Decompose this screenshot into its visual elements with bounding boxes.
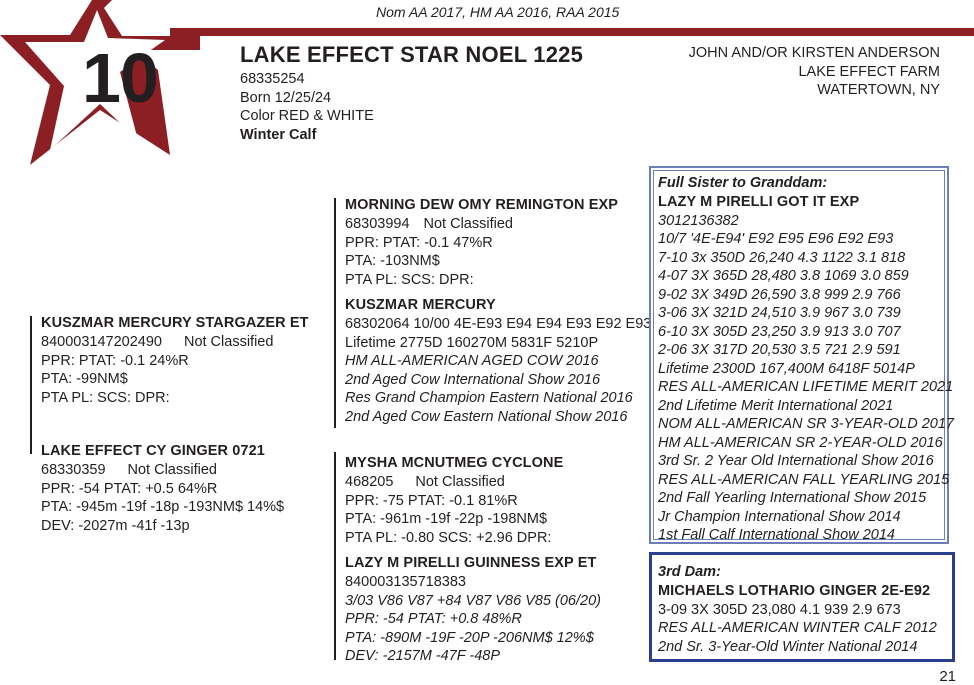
sire-dam-line4: 2nd Aged Cow International Show 2016 <box>345 371 601 388</box>
dam-sire-block <box>345 454 563 547</box>
third-dam-content <box>658 563 937 656</box>
dam-block <box>41 442 284 535</box>
dam-sire-pta: PTA: -961m -19f -22p -198NM$ <box>345 511 548 527</box>
full-sister-name: LAZY M PIRELLI GOT IT EXP <box>658 193 860 210</box>
dam-dam-line4: DEV: -2157M -47F -48P <box>345 648 501 664</box>
birth-date: Born 12/25/24 <box>240 89 332 106</box>
page-number: 21 <box>939 668 956 685</box>
sire-sire-block <box>345 196 618 289</box>
full-sister-line: Jr Champion International Show 2014 <box>658 508 901 525</box>
sire-reg-line <box>41 333 309 352</box>
sire-dam-line1: 68302064 10/00 4E-E93 E94 E94 E93 E92 E93 <box>345 316 652 332</box>
full-sister-line: 1st Fall Calf International Show 2014 <box>658 527 895 543</box>
full-sister-line: 6-10 3X 305D 23,250 3.9 913 3.0 707 <box>658 323 901 340</box>
owner-name: JOHN AND/OR KIRSTEN ANDERSON <box>688 45 940 61</box>
full-sister-line: 3012136382 <box>658 212 739 229</box>
lot-number: 10 <box>82 39 158 117</box>
dam-sire-name: MYSHA MCNUTMEG CYCLONE <box>345 455 564 471</box>
sire-sire-reg: 68303994 <box>345 216 410 232</box>
sire-pta: PTA: -99NM$ <box>41 371 128 387</box>
sire-sire-pta-pl: PTA PL: SCS: DPR: <box>345 271 474 288</box>
full-sister-line: 3rd Sr. 2 Year Old International Show 2016 <box>658 453 934 469</box>
third-dam-heading: 3rd Dam: <box>658 564 721 580</box>
full-sister-line: 2nd Lifetime Merit International 2021 <box>658 397 894 414</box>
color: Color RED & WHITE <box>240 108 374 124</box>
dam-dam-reg: 840003135718383 <box>345 574 466 590</box>
full-sister-heading: Full Sister to Granddam: <box>658 175 828 191</box>
owner-block <box>689 44 940 100</box>
sire-block <box>41 314 309 407</box>
full-sister-line: 10/7 '4E-E94' E92 E95 E96 E92 E93 <box>658 231 894 247</box>
sire-reg: 840003147202490 <box>41 334 162 350</box>
dam-sire-reg-line <box>345 473 563 492</box>
sire-dam-block <box>345 296 651 426</box>
full-sister-line: Lifetime 2300D 167,400M 6418F 5014P <box>658 360 915 377</box>
full-sister-line: RES ALL-AMERICAN LIFETIME MERIT 2021 <box>658 379 954 395</box>
full-sister-line: 2-06 3X 317D 20,530 3.5 721 2.9 591 <box>658 342 901 358</box>
sire-dam-line3: HM ALL-AMERICAN AGED COW 2016 <box>345 353 599 369</box>
third-dam-line1: 3-09 3X 305D 23,080 4.1 939 2.9 673 <box>658 601 901 618</box>
owner-farm: LAKE EFFECT FARM <box>798 63 940 80</box>
dam-sire-reg: 468205 <box>345 474 394 490</box>
full-sister-line: HM ALL-AMERICAN SR 2-YEAR-OLD 2016 <box>658 434 943 451</box>
dam-dam-line1: 3/03 V86 V87 +84 V87 V86 V85 (06/20) <box>345 592 601 609</box>
sire-sire-reg-line <box>345 215 618 234</box>
sire-dam-line6: 2nd Aged Cow Eastern National Show 2016 <box>345 408 628 425</box>
sire-name: KUSZMAR MERCURY STARGAZER ET <box>41 315 309 331</box>
sire-classification: Not Classified <box>183 334 274 350</box>
sire-dam-line5: Res Grand Champion Eastern National 2016 <box>345 390 633 406</box>
registration-number: 68335254 <box>240 71 305 87</box>
award-line: Nom AA 2017, HM AA 2016, RAA 2015 <box>376 4 620 20</box>
sire-pta-pl: PTA PL: SCS: DPR: <box>41 389 170 406</box>
dam-classification: Not Classified <box>127 462 217 478</box>
third-dam-name: MICHAELS LOTHARIO GINGER 2E-E92 <box>658 582 931 599</box>
pedigree-bar-sire-side <box>334 198 336 428</box>
class-label: Winter Calf <box>240 126 317 143</box>
dam-pta: PTA: -945m -19f -18p -193NM$ 14%$ <box>41 499 285 515</box>
animal-details <box>240 70 374 144</box>
sire-sire-classification: Not Classified <box>423 216 513 232</box>
dam-dam-name: LAZY M PIRELLI GUINNESS EXP ET <box>345 555 597 571</box>
full-sister-line: NOM ALL-AMERICAN SR 3-YEAR-OLD 2017 <box>658 416 954 432</box>
dam-sire-ppr: PPR: -75 PTAT: -0.1 81%R <box>345 492 518 509</box>
pedigree-bar-dam-side <box>334 452 336 660</box>
sire-sire-name: MORNING DEW OMY REMINGTON EXP <box>345 197 619 213</box>
third-dam-line2: RES ALL-AMERICAN WINTER CALF 2012 <box>658 620 937 636</box>
full-sister-line: 3-06 3X 321D 24,510 3.9 967 3.0 739 <box>658 305 901 321</box>
third-dam-line3: 2nd Sr. 3-Year-Old Winter National 2014 <box>658 638 918 655</box>
sire-sire-ppr: PPR: PTAT: -0.1 47%R <box>345 234 493 251</box>
sire-ppr: PPR: PTAT: -0.1 24%R <box>41 352 189 369</box>
full-sister-line: RES ALL-AMERICAN FALL YEARLING 2015 <box>658 471 950 488</box>
sire-dam-line2: Lifetime 2775D 160270M 5831F 5210P <box>345 334 599 351</box>
dam-dam-line3: PTA: -890M -19F -20P -206NM$ 12%$ <box>345 629 594 646</box>
dam-dam-line2: PPR: -54 PTAT: +0.8 48%R <box>345 611 522 627</box>
dam-dam-block <box>345 554 601 666</box>
full-sister-line: 4-07 3X 365D 28,480 3.8 1069 3.0 859 <box>658 268 909 284</box>
animal-name: LAKE EFFECT STAR NOEL 1225 <box>240 42 583 67</box>
dam-name: LAKE EFFECT CY GINGER 0721 <box>41 443 265 459</box>
dam-ppr: PPR: -54 PTAT: +0.5 64%R <box>41 480 218 497</box>
owner-location: WATERTOWN, NY <box>817 82 940 98</box>
dam-reg-line <box>41 461 284 480</box>
dam-sire-pta-pl: PTA PL: -0.80 SCS: +2.96 DPR: <box>345 529 552 546</box>
full-sister-line: 9-02 3X 349D 26,590 3.8 999 2.9 766 <box>658 286 901 303</box>
full-sister-line: 7-10 3x 350D 26,240 4.3 1122 3.1 818 <box>658 249 906 266</box>
full-sister-content <box>658 174 954 545</box>
dam-reg: 68330359 <box>41 462 106 478</box>
sire-sire-pta: PTA: -103NM$ <box>345 253 440 269</box>
full-sister-line: 2nd Fall Yearling International Show 2015 <box>658 490 927 506</box>
dam-sire-classification: Not Classified <box>415 474 505 490</box>
dam-dev: DEV: -2027m -41f -13p <box>41 517 190 534</box>
header-rule <box>170 28 974 36</box>
sire-dam-name: KUSZMAR MERCURY <box>345 297 496 313</box>
pedigree-bar-parents <box>30 316 32 454</box>
